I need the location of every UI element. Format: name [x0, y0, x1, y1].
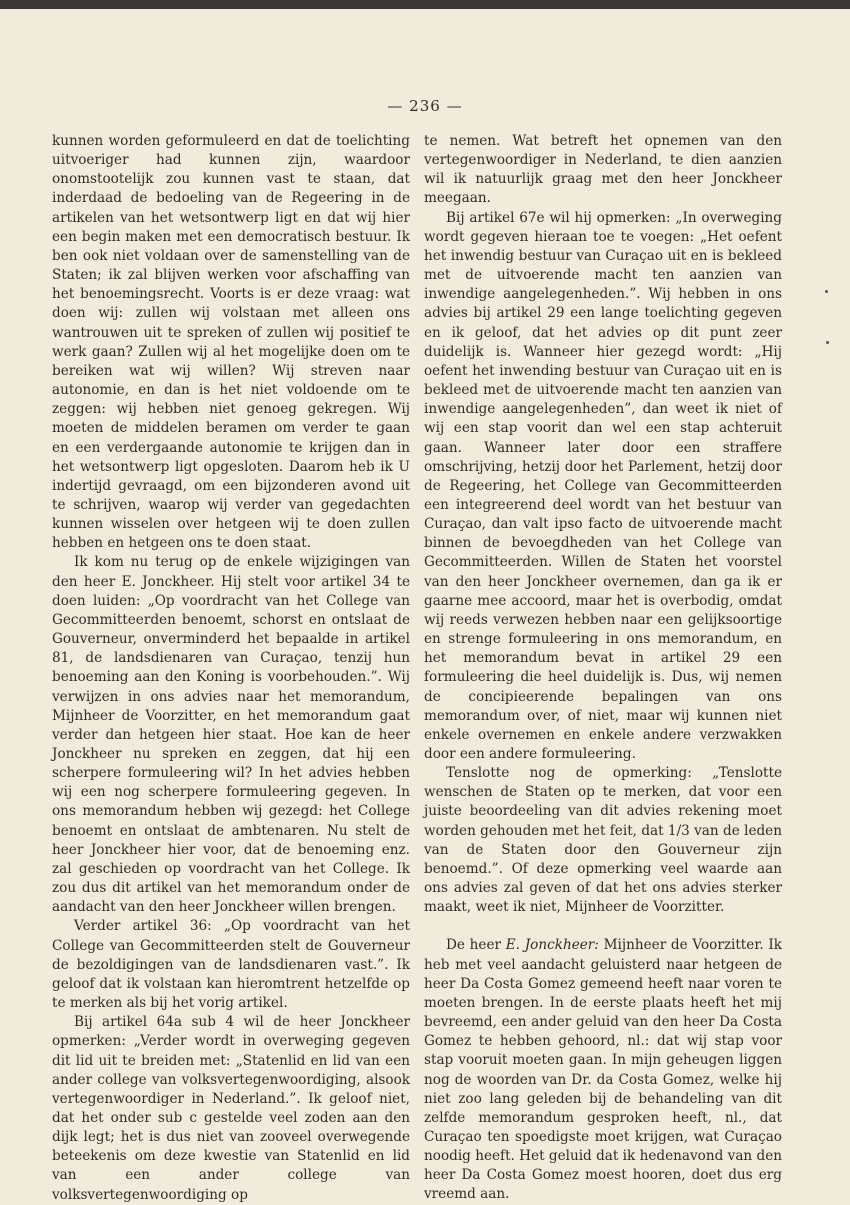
- paragraph: Ik kom nu terug op de enkele wijzigingen van den heer E. Jonckheer. Hij stelt voor artikel 34 te doen luiden: „Op voordracht van het College van Gecommitteerden benoemt, schorst en ontslaat de Gouverneur, onverminderd het bepaalde in artikel 81, de landsdienaren van Curaçao, tenzij hun benoeming aan den Koning is voorbehouden.”. Wij verwijzen in ons advies naar het memorandum, Mijnheer de Voorzitter, en het memorandum gaat verder dan hetgeen hier staat. Hoe kan de heer Jonckheer nu spreken en zeggen, dat hij een scherpere formuleering wil? In het advies hebben wij een nog scherpere formuleering gegeven. In ons memorandum hebben wij gezegd: het College benoemt en ontslaat de ambtenaren. Nu stelt de heer Jonckheer hier voor, dat de benoeming enz. zal geschieden op voordracht van het College. Ik zou dus dit artikel van het memorandum onder de aandacht van den heer Jonckheer willen brengen.: [52, 554, 410, 916]
- paragraph: te nemen. Wat betreft het opnemen van den vertegenwoordiger in Nederland, te dien aanzien wil ik natuurlijk graag met den heer Jonckheer meegaan.: [424, 133, 782, 207]
- speech-text: Mijnheer de Voorzitter. Ik heb met veel aandacht geluisterd naar hetgeen de heer Da Costa Gomez gemeend heeft naar voren te moeten brengen. In de eerste plaats heeft het mij bevreemd, een ander geluid van den heer Da Costa Gomez te hebben gehoord, nl.: dat wij stap voor stap vooruit moeten gaan. In mijn geheugen liggen nog de woorden van Dr. da Costa Gomez, welke hij niet zoo lang geleden bij de behandeling van dit zelfde memorandum gesproken heeft, nl., dat Curaçao ten spoedigste moet krijgen, wat Curaçao noodig heeft. Het geluid dat ik hedenavond van den heer Da Costa Gomez moest hooren, doet dus erg vreemd aan.: [424, 937, 782, 1203]
- scan-speck: [826, 341, 829, 344]
- paragraph: Tenslotte nog de opmerking: „Tenslotte wenschen de Staten op te merken, dat voor een juiste beoordeeling van dit advies rekening moet worden gehouden met het feit, dat 1/3 van de leden van de Staten door den Gouverneur zijn benoemd.”. Of deze opmerking veel waarde aan ons advies zal geven of dat het ons advies sterker maakt, weet ik niet, Mijnheer de Voorzitter.: [424, 765, 782, 916]
- paragraph: kunnen worden geformuleerd en dat de toelichting uitvoeriger had kunnen zijn, waardoor onomstootelijk zou kunnen vast te staan, dat inderdaad de bedoeling van de Regeering in de artikelen van het wetsontwerp ligt en dat wij hier een begin maken met een democratisch bestuur. Ik ben ook niet voldaan over de samenstelling van de Staten; ik zal blijven werken voor afschaffing van het benoemingsrecht. Voorts is er deze vraag: wat doen wij: zullen wij volstaan met alleen ons wantrouwen uit te spreken of zullen wij positief te werk gaan? Zullen wij al het mogelijke doen om te bereiken wat wij willen? Wij streven naar autonomie, en dan is het niet voldoende om te zeggen: wij hebben niet genoeg gekregen. Wij moeten de middelen beramen om verder te gaan en een verdergaande autonomie te krijgen dan in het wetsontwerp ligt opgesloten. Daarom heb ik U indertijd gevraagd, om een bijzonderen avond uit te schrijven, waarop wij verder van gegedachten kunnen wisselen over hetgeen wij te doen zullen hebben en hetgeen ons te doen staat.: [52, 133, 410, 552]
- speaker-name: E. Jonckheer:: [505, 937, 599, 954]
- left-column: [52, 132, 410, 1205]
- paragraph: Verder artikel 36: „Op voordracht van het College van Gecommitteerden stelt de Gouverneur de bezoldigingen van de landsdienaren vast.”. Ik geloof dat ik volstaan kan hieromtrent hetzelfde op te merken als bij het vorig artikel.: [52, 918, 410, 1012]
- scan-top-border: [0, 0, 850, 9]
- paragraph: Bij artikel 64a sub 4 wil de heer Jonckheer opmerken: „Verder wordt in overweging gegeven dit lid uit te breiden met: „Statenlid en lid van een ander college van volksvertegenwoordiging, alsook vertegenwoordiger in Nederland.”. Ik geloof niet, dat het onder sub c gestelde veel zoden aan den dijk legt; het is dus niet van zooveel overwegende beteekenis om deze kwestie van Statenlid en lid van een ander college van volksvertegenwoordiging op: [52, 1014, 410, 1203]
- paragraph: Bij artikel 67e wil hij opmerken: „In overweging wordt gegeven hieraan toe te voegen: „Het oefent het inwendig bestuur van Curaçao uit en is bekleed met de uitvoerende macht ten aanzien van inwendige aangelegenheden.”. Wij hebben in ons advies bij artikel 29 een lange toelichting gegeven en ik geloof, dat het advies op dit punt zeer duidelijk is. Wanneer hier gezegd wordt: „Hij oefent het inwending bestuur van Curaçao uit en is bekleed met de uitvoerende macht ten aanzien van inwendige aangelegenheden”, dan weet ik niet of wij een stap voorit dan wel een stap achteruit gaan. Wanneer later door een straffere omschrijving, hetzij door het Parlement, hetzij door de Regeering, het College van Gecommitteerden een integreerend deel wordt van het bestuur van Curaçao, dan valt ipso facto de uitvoerende macht binnen de bevoegdheden van het College van Gecommitteerden. Willen de Staten het voorstel van den heer Jonckheer overnemen, dan ga ik er gaarne mee accoord, maar het is overbodig, omdat wij reeds verwezen hebben naar een gelijksoortige en strenge formuleering in ons memorandum, en het memorandum bevat in artikel 29 een formuleering die heel duidelijk is. Dus, wij nemen de concipieerende bepalingen van ons memorandum over, of niet, maar wij kunnen niet enkele overnemen en enkele andere verzwakken door een andere formuleering.: [424, 209, 782, 762]
- scan-speck: [825, 290, 828, 293]
- page-number: — 236 —: [387, 97, 463, 115]
- speech-opening: De heer: [446, 937, 506, 954]
- right-column: [424, 132, 782, 1205]
- speech-paragraph: [424, 936, 782, 1204]
